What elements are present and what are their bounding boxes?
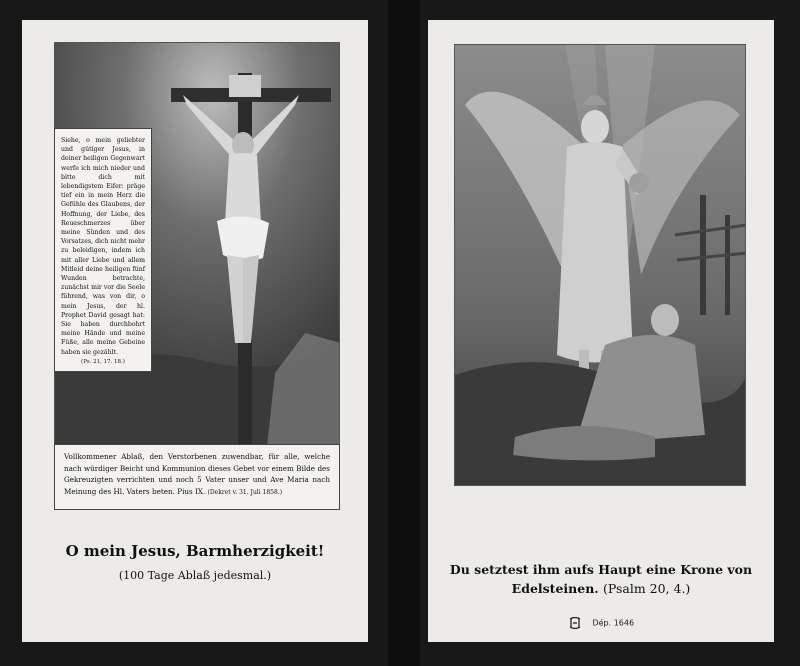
right-card-title-reference: (Psalm 20, 4.) <box>603 581 691 596</box>
left-card-subtitle: (100 Tage Ablaß jedesmal.) <box>118 569 272 582</box>
prayer-text: Siehe, o mein geliebter und gütiger Jesus, in deiner heiligen Gegenwart werfe ich mich nieder und bitte dich mit lebendigstem Eifer: präge tief ein in mein Herz die Gefühle des Glaubens, der Hoffnung, der Liebe, des Reueschmerzes über meine Sünden und des Vorsatzes, dich nicht mehr zu beleidigen, indem ich mit aller Liebe und allem Mitleid deine heiligen fünf Wunden betrachte, zunächst mir vor die Seele führend, was von dir, o mein Jesus, der hl. Prophet David gesagt hat: Sie haben durchbohrt meine Hände und meine Füße, alle meine Gebeine haben sie gezählt. <box>61 137 145 356</box>
angel-crowning-soldier-image <box>454 44 746 486</box>
left-card <box>22 20 368 642</box>
indulgence-text-box <box>54 444 340 510</box>
right-card-title <box>442 560 760 598</box>
prayer-reference: (Ps. 21, 17. 18.) <box>81 358 125 365</box>
dep-number: Dép. 1646 <box>592 618 635 628</box>
prayer-text-box <box>54 128 152 372</box>
indulgence-decree: (Dekret v. 31. Juli 1858.) <box>207 488 283 496</box>
indulgence-signature: Pius IX. <box>177 486 206 496</box>
right-card <box>428 20 774 642</box>
publisher-logo-icon <box>568 617 582 629</box>
publisher-line <box>428 617 774 629</box>
right-card-title-main: Du setztest ihm aufs Haupt eine Krone von Edelsteinen. <box>449 562 753 596</box>
left-card-title: O mein Jesus, Barmherzigkeit! <box>65 542 325 560</box>
indulgence-text: Vollkommener Ablaß, den Verstorbenen zuwendbar, für alle, welche nach würdiger Beicht und Kommunion dieses Gebet vor einem Bilde des Gekreuzigten verrichten und noch 5 Vater unser und Ave Maria nach Meinung des Hl. Vaters beten. <box>64 452 330 496</box>
center-divider <box>388 0 420 666</box>
